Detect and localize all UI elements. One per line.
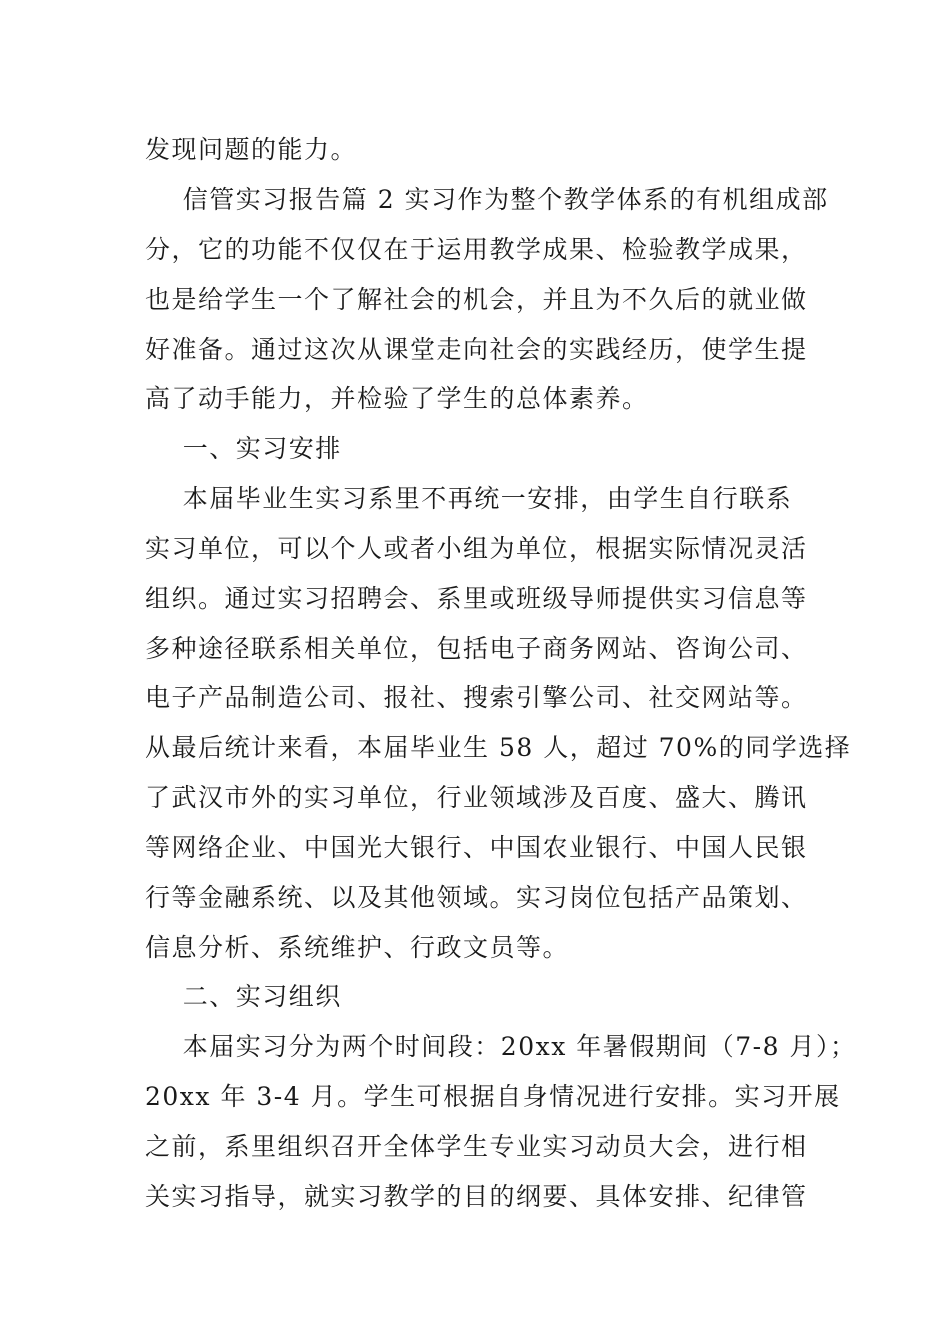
text-line: 了武汉市外的实习单位，行业领域涉及百度、盛大、腾讯 bbox=[145, 783, 808, 812]
text-line: 高了动手能力，并检验了学生的总体素养。 bbox=[145, 384, 649, 413]
text-line: 20xx 年 3-4 月。学生可根据自身情况进行安排。实习开展 bbox=[145, 1082, 841, 1111]
text-line: 也是给学生一个了解社会的机会，并且为不久后的就业做 bbox=[145, 285, 808, 314]
text-line: 从最后统计来看，本届毕业生 58 人，超过 70%的同学选择 bbox=[145, 733, 852, 762]
text-line: 信息分析、系统维护、行政文员等。 bbox=[145, 933, 570, 962]
text-line: 之前，系里组织召开全体学生专业实习动员大会，进行相 bbox=[145, 1132, 808, 1161]
text-line: 电子产品制造公司、报社、搜索引擎公司、社交网站等。 bbox=[145, 683, 808, 712]
text-line: 本届毕业生实习系里不再统一安排，由学生自行联系 bbox=[145, 484, 793, 513]
text-line: 发现问题的能力。 bbox=[145, 135, 358, 164]
text-line: 关实习指导，就实习教学的目的纲要、具体安排、纪律管 bbox=[145, 1182, 808, 1211]
section-heading: 一、实习安排 bbox=[145, 434, 342, 463]
text-line: 多种途径联系相关单位，包括电子商务网站、咨询公司、 bbox=[145, 634, 808, 663]
text-line: 组织。通过实习招聘会、系里或班级导师提供实习信息等 bbox=[145, 584, 808, 613]
section-heading: 二、实习组织 bbox=[145, 982, 342, 1011]
text-line: 本届实习分为两个时间段：20xx 年暑假期间（7-8 月）； bbox=[145, 1032, 857, 1061]
text-line: 信管实习报告篇 2 实习作为整个教学体系的有机组成部 bbox=[145, 185, 829, 214]
text-line: 行等金融系统、以及其他领域。实习岗位包括产品策划、 bbox=[145, 883, 808, 912]
text-line: 等网络企业、中国光大银行、中国农业银行、中国人民银 bbox=[145, 833, 808, 862]
text-line: 实习单位，可以个人或者小组为单位，根据实际情况灵活 bbox=[145, 534, 808, 563]
text-line: 分，它的功能不仅仅在于运用教学成果、检验教学成果， bbox=[145, 235, 808, 264]
text-line: 好准备。通过这次从课堂走向社会的实践经历，使学生提 bbox=[145, 335, 808, 364]
